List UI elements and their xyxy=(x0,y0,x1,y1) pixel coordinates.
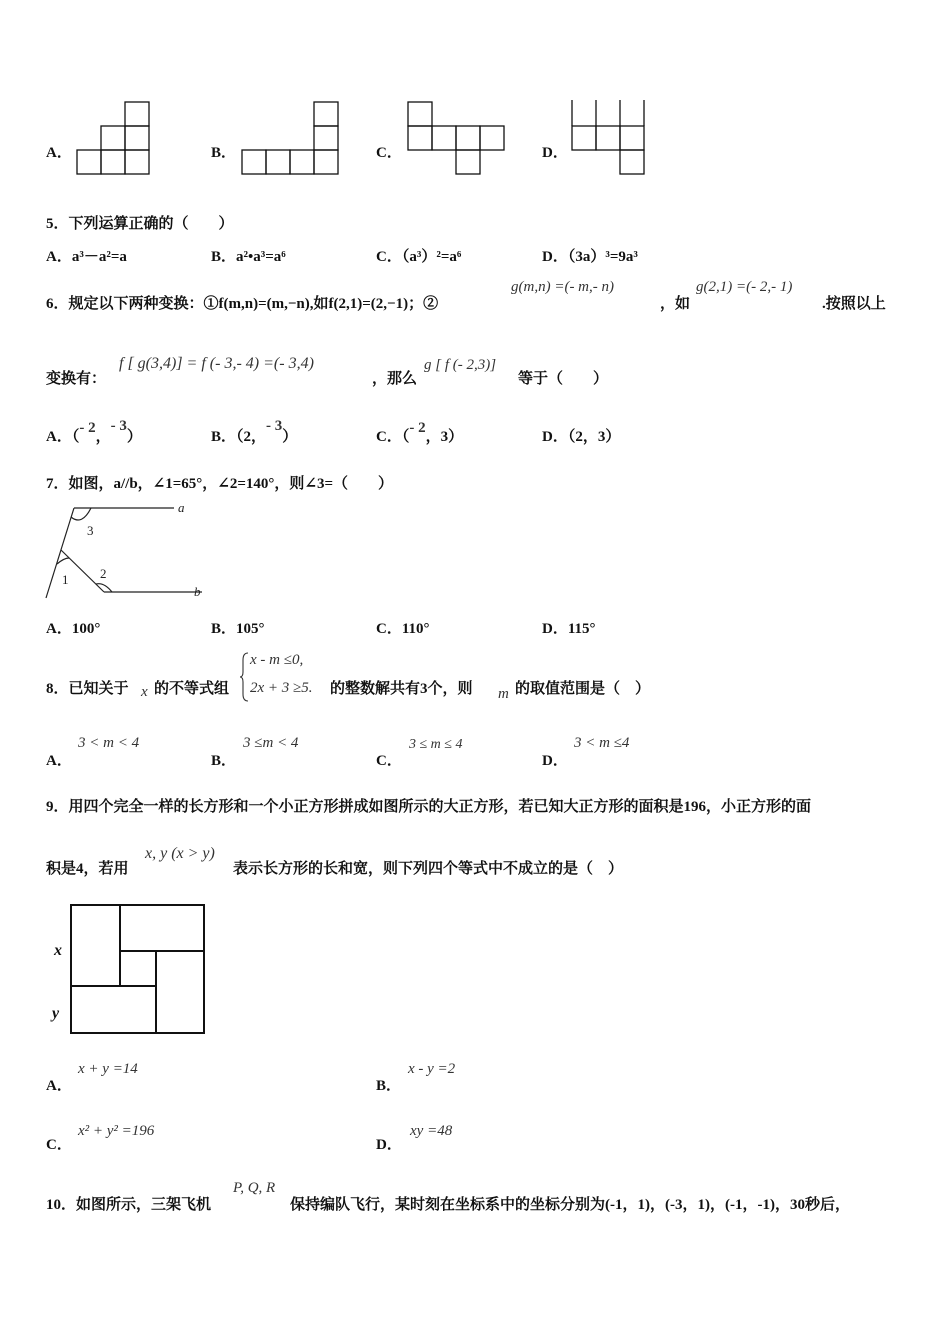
q5-option-c-expr: （a³）²=a⁶ xyxy=(401,249,462,265)
q10-suffix: 保持编队飞行，某时刻在坐标系中的坐标分别为(-1，1)，(-3，1)，(-1，-1)，30秒后， xyxy=(290,1197,850,1213)
q6-line2-suffix: 等于（ ） xyxy=(518,371,609,387)
q5-stem: 5．下列运算正确的（ ） xyxy=(46,216,234,232)
q6-line2-prefix: 变换有： xyxy=(46,371,107,387)
q7-label-1: 1 xyxy=(62,572,69,587)
q5-option-c xyxy=(376,245,461,266)
q7-figure xyxy=(44,500,214,602)
q9-label-x: x xyxy=(54,942,62,959)
q6-formula-gf: g [ f (- 2,3)] xyxy=(424,357,497,373)
q6-option-a-end: ） xyxy=(126,429,142,445)
q10-formula-pqr: P, Q, R xyxy=(233,1180,276,1196)
q6-option-b-y: - 3 xyxy=(266,418,283,434)
q8-option-c-label: C． xyxy=(376,753,402,769)
q5-option-b-label: B． xyxy=(211,249,237,265)
q7-stem: 7．如图，a//b，∠1=65°，∠2=140°，则∠3=（ ） xyxy=(46,476,394,492)
q6-option-a xyxy=(46,418,142,446)
q8-option-c-expr: 3 ≤ m ≤ 4 xyxy=(409,737,463,752)
q8-var-x: x xyxy=(141,684,148,700)
q6-option-a-x: - 2 xyxy=(79,420,96,436)
q4-option-b-net xyxy=(241,100,341,176)
q6-option-a-comma: ， xyxy=(95,429,111,445)
q6-option-c-label: C．（ xyxy=(376,429,410,445)
q6-option-a-label: A．（ xyxy=(46,429,80,445)
q9-figure xyxy=(48,900,210,1040)
q6-stem-part1: 6．规定以下两种变换：①f(m,n)=(m,−n),如f(2,1)=(2,−1)；② xyxy=(46,296,439,312)
q9-option-c-expr: x² + y² =196 xyxy=(78,1123,155,1139)
q7-option-a: A．100° xyxy=(46,621,101,637)
q8-stem-part3: 的整数解共有3个，则 xyxy=(330,681,473,697)
q6-stem-part2: ，如 xyxy=(660,296,691,312)
q8-system-brace xyxy=(240,652,250,702)
q9-option-b-label: B． xyxy=(376,1078,402,1094)
q7-arc-2 xyxy=(96,584,112,592)
q6-option-d: D．（2，3） xyxy=(542,429,621,445)
q9-option-b-expr: x - y =2 xyxy=(408,1061,456,1077)
q8-inequality-1: x - m ≤0, xyxy=(250,652,304,668)
q9-line2-prefix: 积是4，若用 xyxy=(46,861,129,877)
q8-stem-part1: 8．已知关于 xyxy=(46,681,129,697)
q6-option-c-end: ，3） xyxy=(425,429,464,445)
q7-label-2: 2 xyxy=(100,566,107,581)
q4-option-c-net xyxy=(407,100,507,176)
q9-option-d-label: D． xyxy=(376,1137,402,1153)
q4-option-a-label: A． xyxy=(46,145,72,161)
q6-option-b-label: B．（2， xyxy=(211,429,267,445)
q9-option-a-label: A． xyxy=(46,1078,72,1094)
q6-option-b-end: ） xyxy=(282,429,298,445)
q6-option-a-y: - 3 xyxy=(110,418,127,434)
q5-option-d-expr: （3a）³=9a³ xyxy=(567,249,638,265)
q7-option-d: D．115° xyxy=(542,621,596,637)
q4-option-d-label: D． xyxy=(542,145,568,161)
q7-label-a: a xyxy=(178,500,185,515)
q5-option-c-label: C． xyxy=(376,249,402,265)
q6-formula-g-example: g(2,1) =(- 2,- 1) xyxy=(696,279,793,295)
q8-stem-part4: 的取值范围是（ ） xyxy=(515,681,651,697)
q5-option-a-label: A． xyxy=(46,249,72,265)
q7-transversal xyxy=(46,508,74,598)
q9-label-y: y xyxy=(52,1005,60,1022)
q6-option-c xyxy=(376,420,464,446)
q4-option-b-label: B． xyxy=(211,145,237,161)
q7-arc-1 xyxy=(57,558,69,564)
q8-inequality-2: 2x + 3 ≥5. xyxy=(250,680,313,696)
q5-option-a-expr: a³－a²=a xyxy=(71,249,127,265)
q6-formula-fg: f [ g(3,4)] = f (- 3,- 4) =(- 3,4) xyxy=(119,355,314,372)
q8-option-a-expr: 3 < m < 4 xyxy=(78,735,140,751)
q6-option-b xyxy=(211,418,298,446)
q9-line2-suffix: 表示长方形的长和宽，则下列四个等式中不成立的是（ ） xyxy=(233,861,624,877)
q9-formula-xy: x, y (x > y) xyxy=(145,845,215,862)
q5-option-b-expr: a²•a³=a⁶ xyxy=(236,249,286,265)
q8-option-b-label: B． xyxy=(211,753,237,769)
q8-option-b-expr: 3 ≤m < 4 xyxy=(243,735,299,751)
q7-option-b: B．105° xyxy=(211,621,265,637)
q9-option-d-expr: xy =48 xyxy=(410,1123,453,1139)
q7-label-3: 3 xyxy=(87,523,94,538)
q4-option-d-net xyxy=(571,100,651,176)
q8-option-d-expr: 3 < m ≤4 xyxy=(574,735,630,751)
q7-label-b: b xyxy=(194,584,201,599)
q6-stem-part3: .按照以上 xyxy=(822,296,886,312)
q7-option-c: C．110° xyxy=(376,621,430,637)
q5-option-d xyxy=(542,245,638,266)
q4-option-c-label: C． xyxy=(376,145,402,161)
q5-option-d-label: D． xyxy=(542,249,568,265)
q4-option-a-net xyxy=(76,100,152,176)
q9-line1: 9．用四个完全一样的长方形和一个小正方形拼成如图所示的大正方形，若已知大正方形的面积是196，小正方形的面 xyxy=(46,799,812,815)
q10-prefix: 10．如图所示，三架飞机 xyxy=(46,1197,212,1213)
q8-var-m: m xyxy=(498,686,509,702)
q8-stem-part2: 的不等式组 xyxy=(154,681,230,697)
q9-option-c-label: C． xyxy=(46,1137,72,1153)
q8-option-d-label: D． xyxy=(542,753,568,769)
q5-option-a xyxy=(46,245,127,266)
q6-line2-mid: ，那么 xyxy=(372,371,418,387)
q8-option-a-label: A． xyxy=(46,753,72,769)
q9-option-a-expr: x + y =14 xyxy=(78,1061,138,1077)
q5-option-b xyxy=(211,245,286,266)
q6-option-c-x: - 2 xyxy=(409,420,426,436)
q6-formula-g: g(m,n) =(- m,- n) xyxy=(511,279,615,295)
